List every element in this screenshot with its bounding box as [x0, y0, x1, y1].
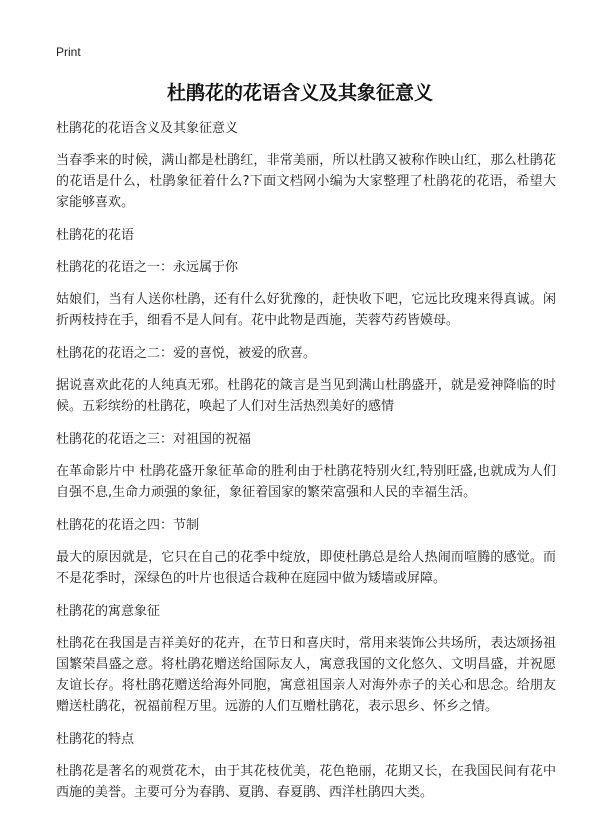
meaning-paragraph-4: 最大的原因就是，它只在自己的花季中绽放，即使杜鹃总是给人热闹而喧腾的感觉。而不是花季时，深绿色的叶片也很适合栽种在庭园中做为矮墙或屏障。: [56, 550, 556, 586]
meaning-paragraph-2: 据说喜欢此花的人纯真无邪。杜鹃花的箴言是当见到满山杜鹃盛开，就是爱神降临的时候。五彩缤纷的杜鹃花，唤起了人们对生活热烈美好的感情: [56, 378, 556, 414]
meaning-paragraph-1: 姑娘们，当有人送你杜鹃，还有什么好犹豫的，赶快收下吧，它远比玫瑰来得真诚。闲折两枝持在手，细看不是人间有。花中此物是西施，芙蓉芍药皆嫫母。: [56, 292, 556, 328]
section-heading-symbolism: 杜鹃花的寓意象征: [56, 604, 161, 619]
meaning-heading-1: 杜鹃花的花语之一：永远属于你: [56, 260, 239, 275]
meaning-heading-2: 杜鹃花的花语之二：爱的喜悦，被爱的欣喜。: [56, 346, 317, 361]
article-body: [56, 118, 556, 815]
intro-paragraph: 当春季来的时候，满山都是杜鹃红，非常美丽，所以杜鹃又被称作映山红，那么杜鹃花的花语是什么，杜鹃象征着什么?下面文档网小编为大家整理了杜鹃花的花语，希望大家能够喜欢。: [56, 153, 556, 210]
section-heading-features: 杜鹃花的特点: [56, 732, 135, 747]
features-paragraph: 杜鹃花是著名的观赏花木，由于其花枝优美，花色艳丽，花期又长，在我国民间有花中西施的美誉。主要可分为春鹃、夏鹃、春夏鹃、西洋杜鹃四大类。: [56, 764, 556, 800]
print-link[interactable]: Print: [56, 45, 81, 59]
symbolism-paragraph: 杜鹃花在我国是吉祥美好的花卉，在节日和喜庆时，常用来装饰公共场所，表达颂扬祖国繁荣昌盛之意。将杜鹃花赠送给国际友人，寓意我国的文化悠久、文明昌盛，并祝愿友谊长存。将杜鹃花赠送给海外同胞，寓意祖国亲人对海外赤子的关心和思念。给朋友赠送杜鹃花，祝福前程万里。远游的人们互赠杜鹃花，表示思乡、怀乡之情。: [56, 636, 556, 714]
page-title: 杜鹃花的花语含义及其象征意义: [166, 82, 433, 104]
meaning-paragraph-3: 在革命影片中 杜鹃花盛开象征革命的胜利由于杜鹃花特别火红,特别旺盛,也就成为人们自强不息,生命力顽强的象征，象征着国家的繁荣富强和人民的幸福生活。: [56, 464, 556, 500]
section-heading-floral-language: 杜鹃花的花语: [56, 228, 135, 243]
meaning-heading-3: 杜鹃花的花语之三：对祖国的祝福: [56, 432, 252, 447]
meaning-heading-4: 杜鹃花的花语之四：节制: [56, 518, 200, 533]
article-subtitle: 杜鹃花的花语含义及其象征意义: [56, 121, 239, 136]
